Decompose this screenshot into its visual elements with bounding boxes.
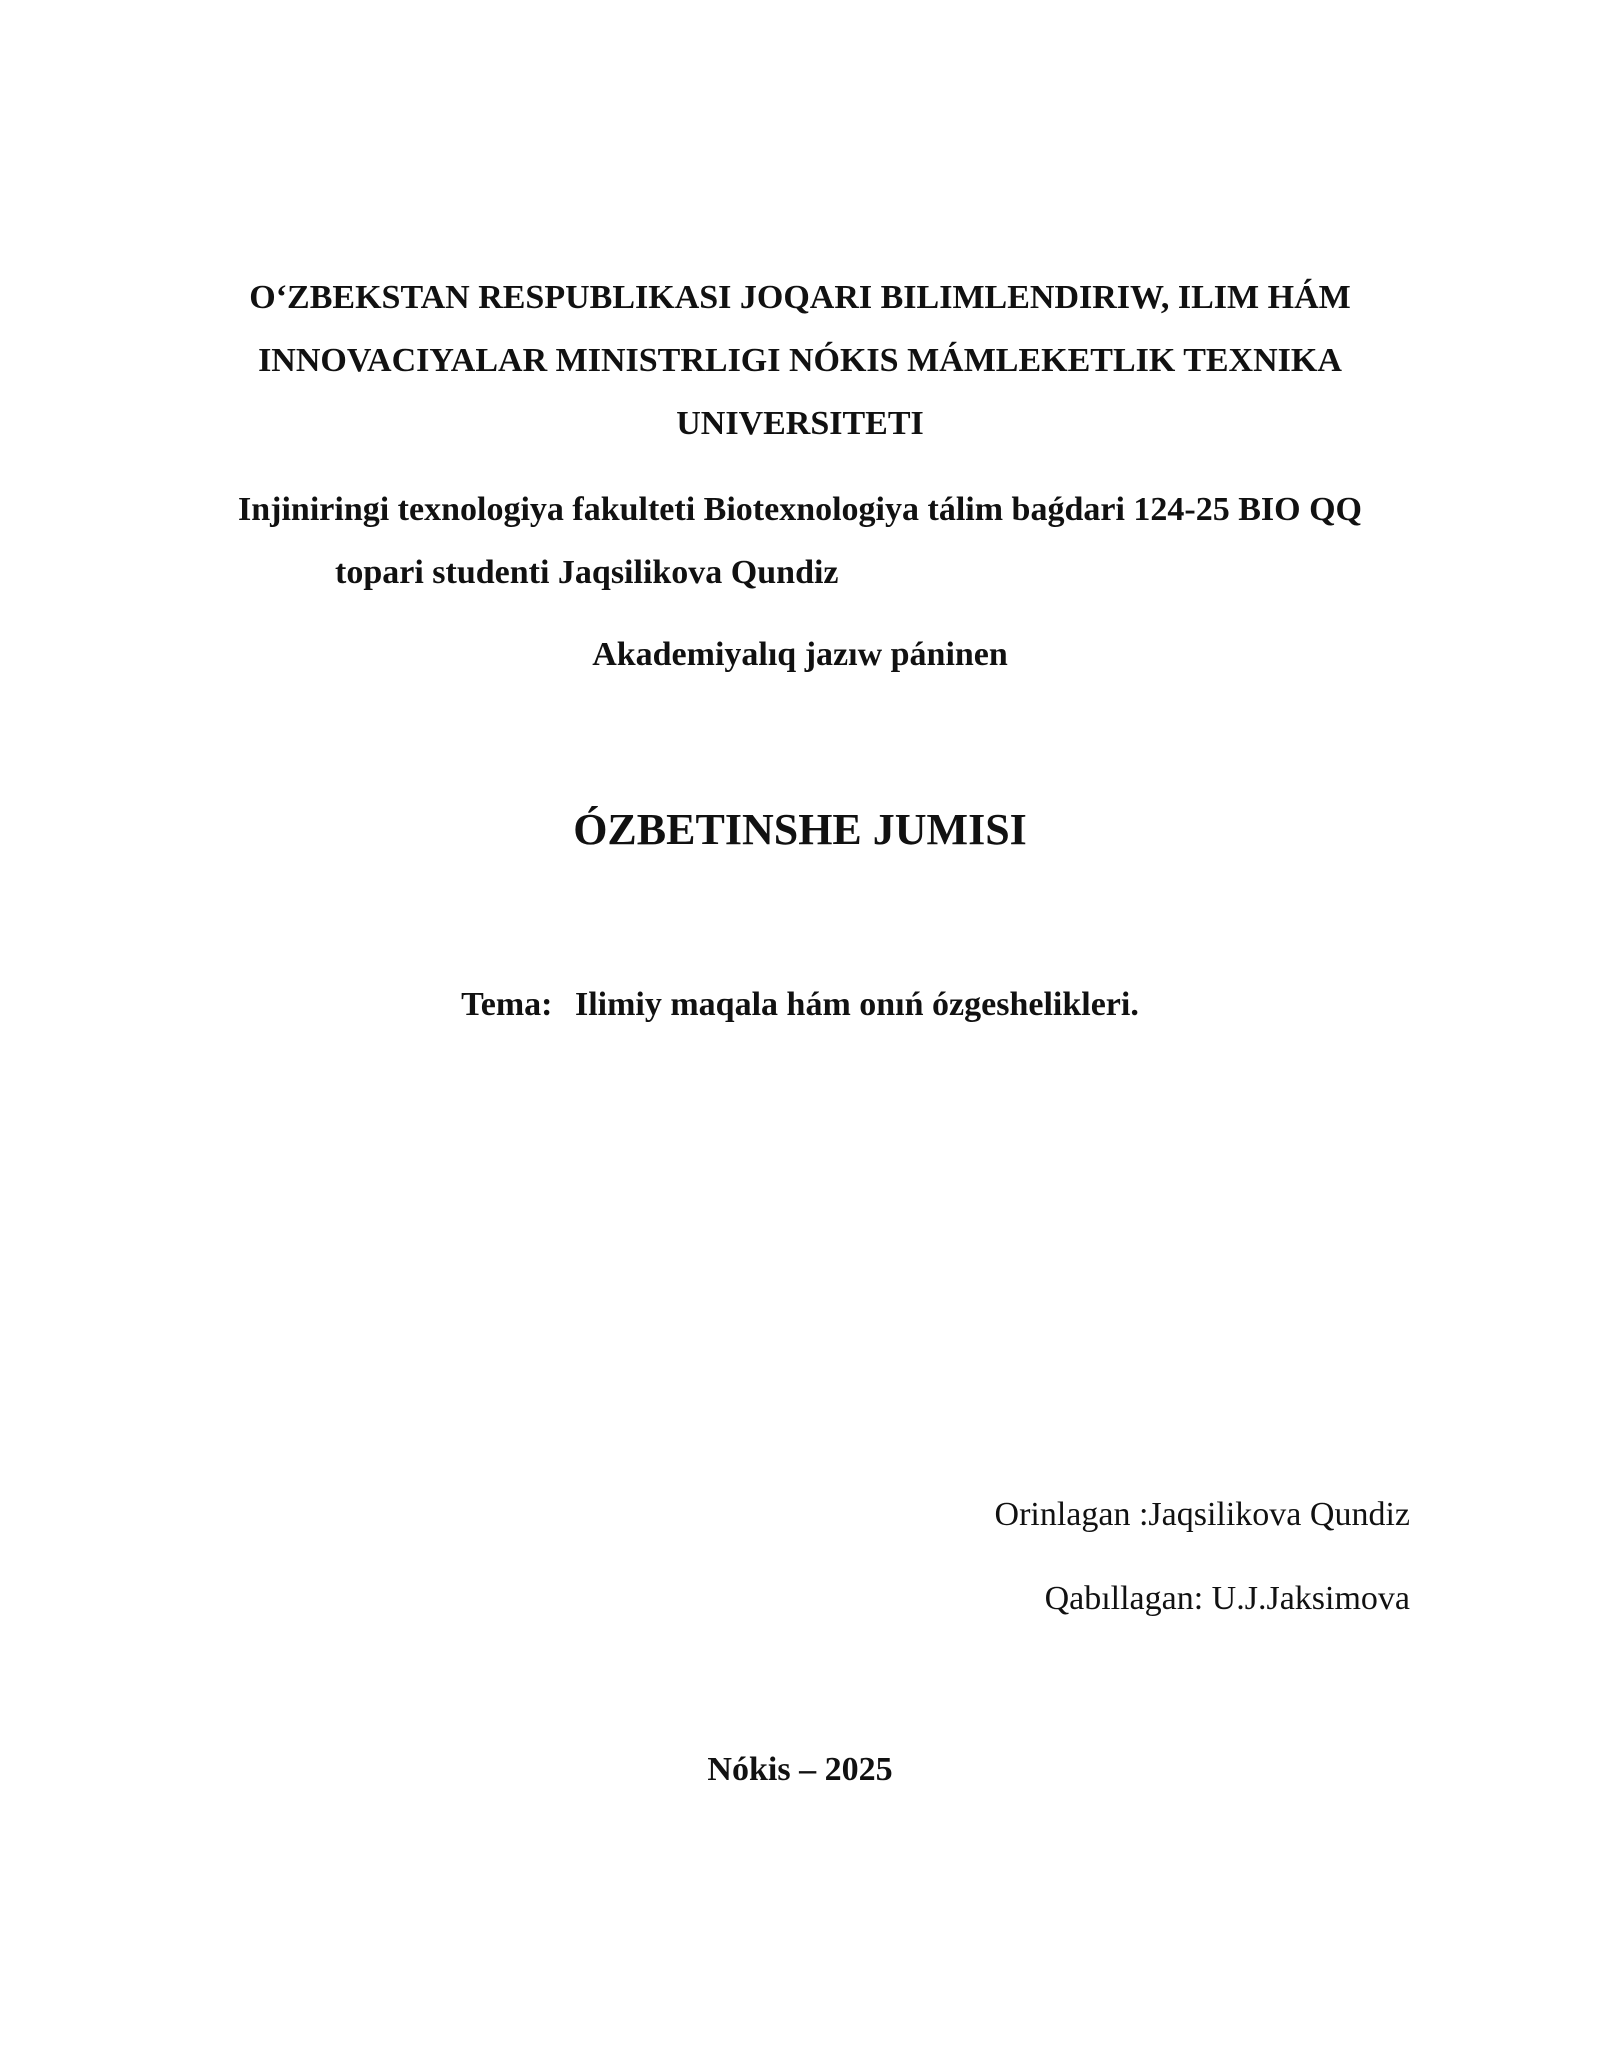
ministry-header	[195, 266, 1405, 455]
place-year-footer: Nókis – 2025	[707, 1751, 893, 1788]
faculty-info	[195, 478, 1405, 604]
faculty-line-1: Injiniringi texnologiya fakulteti Biotexnologiya tálim baǵdari 124-25 BIO QQ	[238, 491, 1362, 528]
performed-by: Orinlagan :Jaqsilikova Qundiz	[994, 1496, 1410, 1533]
topic-text: Ilimiy maqala hám onıń ózgeshelikleri.	[574, 986, 1139, 1023]
faculty-line-2: topari studenti Jaqsilikova Qundiz	[335, 554, 839, 591]
header-line-1: O‘ZBEKSTAN RESPUBLIKASI JOQARI BILIMLENDIRIW, ILIM HÁM	[249, 279, 1351, 316]
accepted-by: Qabıllagan: U.J.Jaksimova	[1044, 1580, 1410, 1617]
document-title: ÓZBETINSHE JUMISI	[573, 805, 1027, 854]
header-line-2: INNOVACIYALAR MINISTRLIGI NÓKIS MÁMLEKETLIK TEXNIKA	[258, 342, 1342, 379]
header-line-3: UNIVERSITETI	[676, 405, 924, 442]
topic-line	[0, 980, 1600, 1030]
topic-label: Tema:	[461, 986, 553, 1023]
subject-line: Akademiyalıq jazıw páninen	[592, 636, 1008, 673]
